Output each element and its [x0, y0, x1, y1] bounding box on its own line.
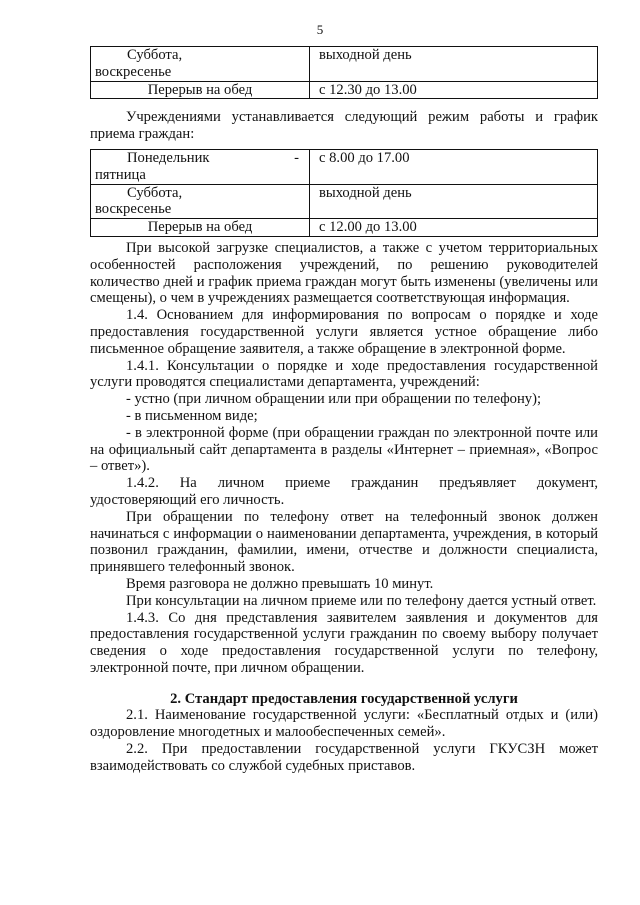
table-row: [91, 81, 598, 99]
table-cell-time: выходной день: [310, 184, 598, 219]
paragraph-2-1: 2.1. Наименование государственной услуги: «Бесплатный отдых и (или) оздоровление многодетных и малообеспеченных семей».: [90, 707, 598, 741]
table-cell-time: с 8.00 до 17.00: [310, 149, 598, 184]
schedule-table-2: [90, 149, 598, 237]
table-cell-day: Перерыв на обед: [91, 81, 310, 99]
intro-paragraph: Учреждениями устанавливается следующий режим работы и график приема граждан:: [90, 109, 598, 143]
day-label: Суббота,: [127, 184, 183, 201]
paragraph-phone: При обращении по телефону ответ на телефонный звонок должен начинаться с информации о наименовании департамента, учреждения, в который позвонил гражданин, фамилии, имени, отчестве и должности специалиста, принявшего телефонный звонок.: [90, 508, 598, 576]
table-cell-time: выходной день: [310, 47, 598, 82]
list-item-written: - в письменном виде;: [126, 407, 258, 424]
table-row: [91, 47, 598, 82]
paragraph-1-4-2: 1.4.2. На личном приеме гражданин предъявляет документ, удостоверяющий его личность.: [90, 475, 598, 508]
table-cell-day: [91, 149, 310, 184]
day-label: Суббота,: [127, 47, 183, 63]
paragraph-time: Время разговора не должно превышать 10 минут.: [126, 575, 434, 592]
table-cell-day: [91, 184, 310, 219]
list-item-oral: - устно (при личном обращении или при обращении по телефону);: [126, 391, 542, 408]
paragraph-1-4-1: 1.4.1. Консультации о порядке и ходе предоставления государственной услуги проводятся специалистами департамента, учреждений:: [90, 357, 598, 391]
day-label: воскресенье: [95, 63, 172, 80]
table-cell-day: Перерыв на обед: [91, 219, 310, 237]
section-heading: 2. Стандарт предоставления государственной услуги: [170, 690, 518, 707]
table-row: [91, 149, 598, 184]
document-body: [90, 46, 598, 775]
table-cell-time: с 12.30 до 13.00: [310, 81, 598, 99]
schedule-table-1: [90, 46, 598, 99]
table-cell-time: с 12.00 до 13.00: [310, 219, 598, 237]
page-number: 5: [316, 22, 324, 37]
day-label: пятница: [95, 166, 146, 183]
paragraph-2-2: 2.2. При предоставлении государственной услуги ГКУСЗН может взаимодействовать со службой судебных приставов.: [90, 741, 598, 774]
paragraph-consult: При консультации на личном приеме или по телефону дается устный ответ.: [126, 592, 597, 609]
paragraph-1-4: 1.4. Основанием для информирования по вопросам о порядке и ходе предоставления государственной услуги является устное обращение либо письменное обращение заявителя, а также обращение в электронной форме.: [90, 307, 598, 357]
paragraph-1-4-3: 1.4.3. Со дня представления заявителем заявления и документов для предоставления государственной услуги гражданин по своему выбору получает сведения о ходе предоставления государственной услуги по телефону, электронной почте, при личном обращении.: [90, 609, 598, 676]
paragraph-load: При высокой загрузке специалистов, а также с учетом территориальных особенностей расположения учреждений, по решению руководителей количество дней и график приема граждан могут быть изменены (увеличены или смещены), о чем в учреждениях размещается соответствующая информация.: [90, 239, 598, 307]
table-row: [91, 219, 598, 237]
day-label: воскресенье: [95, 201, 172, 218]
table-row: [91, 184, 598, 219]
day-label: Понедельник: [127, 149, 210, 166]
list-item-electronic: - в электронной форме (при обращении граждан по электронной почте или на официальный сайт департамента в разделы «Интернет – приемная», «Вопрос – ответ»).: [90, 424, 598, 475]
table-cell-day: [91, 47, 310, 82]
day-range-dash: -: [294, 149, 299, 166]
